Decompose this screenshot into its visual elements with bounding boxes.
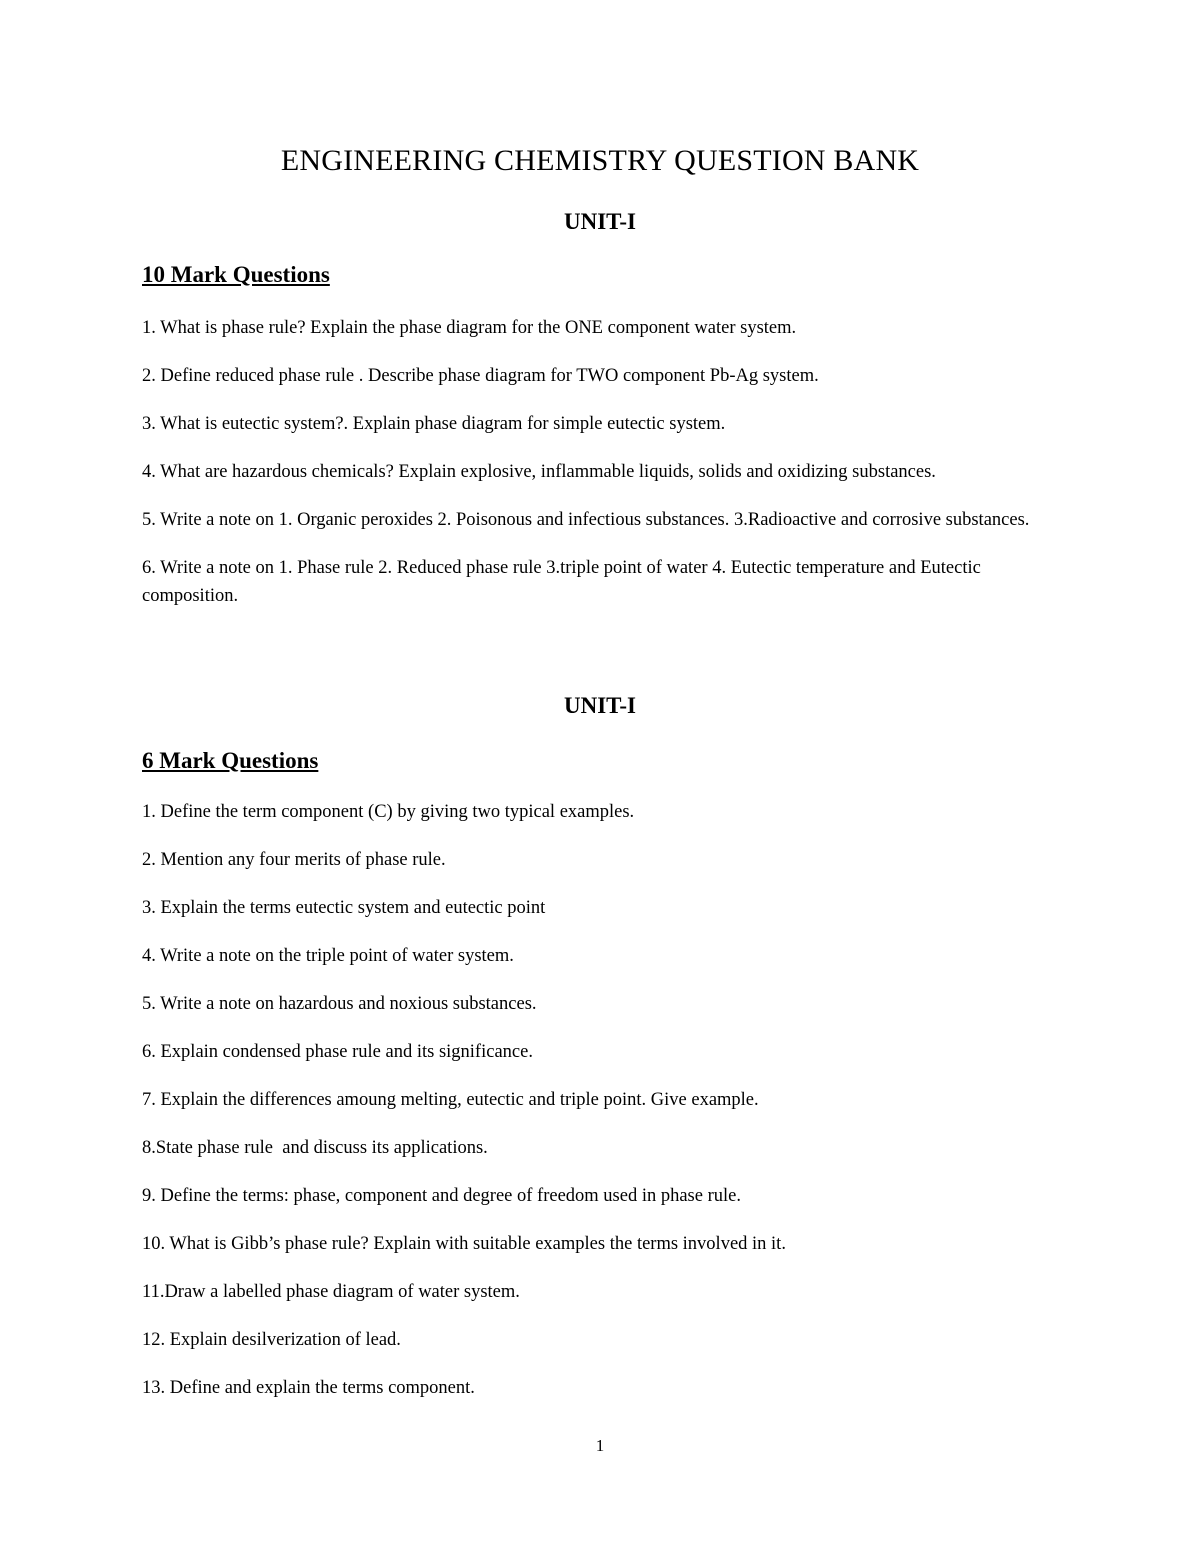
question-list-6-mark	[142, 798, 1062, 1402]
question-item: 1. What is phase rule? Explain the phase diagram for the ONE component water system.	[142, 318, 797, 338]
question-item: 2. Define reduced phase rule . Describe phase diagram for TWO component Pb-Ag system.	[142, 366, 819, 386]
question-item: 7. Explain the differences amoung melting, eutectic and triple point. Give example.	[142, 1090, 759, 1110]
question-item: 13. Define and explain the terms component.	[142, 1378, 475, 1398]
question-item: 9. Define the terms: phase, component and degree of freedom used in phase rule.	[142, 1186, 741, 1206]
unit-heading-1: UNIT-I	[563, 209, 636, 234]
question-item: 3. Explain the terms eutectic system and eutectic point	[142, 898, 546, 918]
question-item: 8.State phase rule and discuss its applications.	[142, 1138, 488, 1158]
unit-heading-2: UNIT-I	[563, 693, 636, 718]
question-list-10-mark	[142, 314, 1062, 610]
section-heading-10-mark: 10 Mark Questions	[142, 262, 330, 287]
question-item: 6. Explain condensed phase rule and its significance.	[142, 1042, 533, 1062]
question-item: 5. Write a note on 1. Organic peroxides 2. Poisonous and infectious substances. 3.Radioactive and corrosive substances.	[142, 510, 1030, 530]
question-item: 10. What is Gibb’s phase rule? Explain with suitable examples the terms involved in it.	[142, 1234, 786, 1254]
page-number: 1	[595, 1436, 605, 1455]
question-item: 4. Write a note on the triple point of water system.	[142, 946, 514, 966]
section-heading-6-mark: 6 Mark Questions	[142, 748, 319, 773]
document-title: ENGINEERING CHEMISTRY QUESTION BANK	[280, 144, 920, 177]
question-item: 11.Draw a labelled phase diagram of water system.	[142, 1282, 520, 1302]
question-item: 5. Write a note on hazardous and noxious substances.	[142, 994, 537, 1014]
question-item: 4. What are hazardous chemicals? Explain explosive, inflammable liquids, solids and oxidizing substances.	[142, 462, 936, 482]
question-item: 12. Explain desilverization of lead.	[142, 1330, 401, 1350]
question-item: 6. Write a note on 1. Phase rule 2. Reduced phase rule 3.triple point of water 4. Eutectic temperature and Eutectic composition.	[142, 558, 981, 606]
question-item: 1. Define the term component (C) by giving two typical examples.	[142, 802, 635, 822]
question-item: 2. Mention any four merits of phase rule.	[142, 850, 446, 870]
question-item: 3. What is eutectic system?. Explain phase diagram for simple eutectic system.	[142, 414, 726, 434]
